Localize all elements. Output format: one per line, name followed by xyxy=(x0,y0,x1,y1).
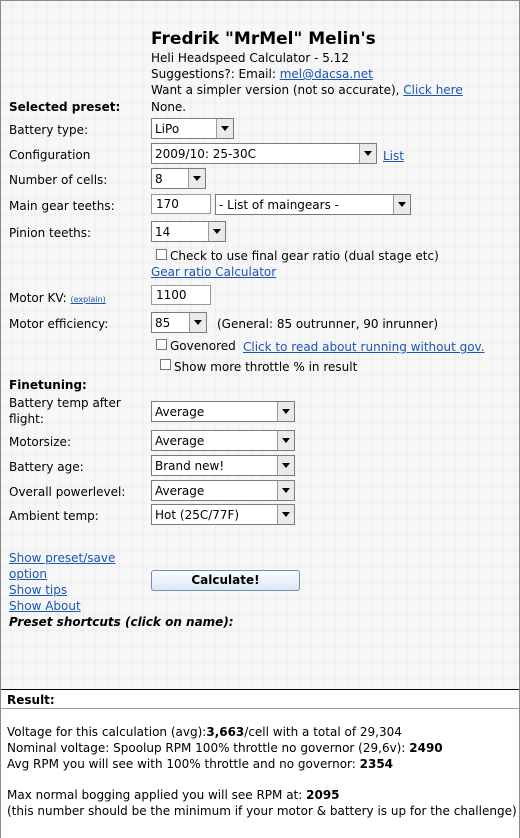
governored-checkbox[interactable] xyxy=(156,339,167,350)
powerlevel-select[interactable] xyxy=(151,480,295,501)
motor-efficiency-value: 85 xyxy=(155,316,171,330)
ambient-temp-value: Hot (25C/77F) xyxy=(155,508,240,522)
configuration-list-link[interactable]: List xyxy=(383,149,404,163)
preset-shortcuts-label: Preset shortcuts (click on name): xyxy=(9,615,234,629)
show-about-link[interactable]: Show About xyxy=(9,599,81,613)
kv-explain-link[interactable]: (explain) xyxy=(70,295,106,304)
selected-preset-label: Selected preset: xyxy=(9,100,121,114)
chevron-down-icon xyxy=(208,222,225,241)
chevron-down-icon xyxy=(277,402,294,421)
show-preset-link-line-2[interactable]: option xyxy=(9,567,47,581)
simpler-version-line xyxy=(151,83,463,97)
ambient-temp-select[interactable] xyxy=(151,504,295,525)
motorsize-label: Motorsize: xyxy=(9,435,71,449)
powerlevel-value: Average xyxy=(155,484,205,498)
configuration-select[interactable] xyxy=(151,143,377,164)
configuration-value: 2009/10: 25-30C xyxy=(155,147,256,161)
show-tips-link[interactable]: Show tips xyxy=(9,583,68,597)
simpler-version-text: Want a simpler version (not so accurate), xyxy=(151,83,400,97)
motor-efficiency-select[interactable] xyxy=(151,312,207,333)
main-gear-label: Main gear teeths: xyxy=(9,199,115,213)
battery-type-value: LiPo xyxy=(155,122,180,136)
voltage-cell-suffix: /cell with a total of 29,304 xyxy=(244,725,402,739)
finetuning-label: Finetuning: xyxy=(9,378,87,392)
ambient-temp-label: Ambient temp: xyxy=(9,509,99,523)
email-link[interactable]: mel@dacsa.net xyxy=(279,67,373,81)
chevron-down-icon xyxy=(393,195,410,214)
bogging-line xyxy=(7,788,340,802)
motor-kv-label: Motor KV: xyxy=(9,291,67,305)
main-gear-input[interactable] xyxy=(151,194,211,214)
page-title: Fredrik "MrMel" Melin's xyxy=(151,29,376,49)
motor-kv-label-group xyxy=(9,291,106,305)
battery-type-label: Battery type: xyxy=(9,123,89,137)
battery-temp-label-line-1: Battery temp after xyxy=(9,396,121,410)
chevron-down-icon xyxy=(277,431,294,450)
chevron-down-icon xyxy=(359,144,376,163)
final-ratio-label: Check to use final gear ratio (dual stage etc) xyxy=(170,249,439,263)
configuration-label: Configuration xyxy=(9,148,91,162)
bogging-note: (this number should be the minimum if your motor & battery is up for the challenge) xyxy=(7,804,517,818)
suggestions-label: Suggestions?: Email: xyxy=(151,67,276,81)
chevron-down-icon xyxy=(188,169,205,188)
suggestions-line xyxy=(151,67,373,81)
chevron-down-icon xyxy=(277,481,294,500)
page-subtitle: Heli Headspeed Calculator - 5.12 xyxy=(151,51,349,65)
motorsize-select[interactable] xyxy=(151,430,295,451)
chevron-down-icon xyxy=(277,456,294,475)
cells-select[interactable] xyxy=(151,168,206,189)
result-title-bar xyxy=(1,690,519,709)
cells-value: 8 xyxy=(155,172,163,186)
avg-rpm-value: 2354 xyxy=(359,757,394,771)
selected-preset-value: None. xyxy=(151,100,187,114)
final-ratio-checkbox[interactable] xyxy=(156,249,167,260)
governor-info-link[interactable]: Click to read about running without gov. xyxy=(243,340,485,354)
battery-temp-value: Average xyxy=(155,405,205,419)
nominal-line xyxy=(7,741,443,755)
pinion-select[interactable] xyxy=(151,221,226,242)
result-title: Result: xyxy=(7,693,55,707)
bogging-text: Max normal bogging applied you will see RPM at: xyxy=(7,788,303,802)
battery-age-select[interactable] xyxy=(151,455,295,476)
motor-efficiency-label: Motor efficiency: xyxy=(9,317,109,331)
result-panel xyxy=(1,689,519,838)
battery-temp-select[interactable] xyxy=(151,401,295,422)
show-preset-link-line-1[interactable]: Show preset/save xyxy=(9,551,116,565)
powerlevel-label: Overall powerlevel: xyxy=(9,485,126,499)
battery-type-select[interactable] xyxy=(151,118,234,139)
nominal-rpm-value: 2490 xyxy=(409,741,443,755)
battery-age-label: Battery age: xyxy=(9,460,84,474)
pinion-value: 14 xyxy=(155,225,171,239)
governored-label: Govenored xyxy=(170,339,236,353)
voltage-cell-value: 3,663 xyxy=(206,725,245,739)
simpler-version-link[interactable]: Click here xyxy=(403,83,463,97)
maingears-list-value: - List of maingears - xyxy=(219,198,339,212)
cells-label: Number of cells: xyxy=(9,173,108,187)
battery-age-value: Brand new! xyxy=(155,459,225,473)
show-throttle-checkbox[interactable] xyxy=(160,359,171,370)
nominal-text: Nominal voltage: Spoolup RPM 100% throttle no governor (29,6v): xyxy=(7,741,406,755)
avg-rpm-line xyxy=(7,757,393,771)
chevron-down-icon xyxy=(277,505,294,524)
bogging-rpm-value: 2095 xyxy=(306,788,340,802)
chevron-down-icon xyxy=(189,313,206,332)
calculate-button[interactable]: Calculate! xyxy=(151,570,300,591)
motor-kv-input[interactable] xyxy=(151,285,211,305)
motorsize-value: Average xyxy=(155,434,205,448)
maingears-list-select[interactable] xyxy=(215,194,411,215)
chevron-down-icon xyxy=(216,119,233,138)
gear-ratio-calculator-link[interactable]: Gear ratio Calculator xyxy=(151,265,277,279)
pinion-label: Pinion teeths: xyxy=(9,226,92,240)
battery-temp-label-line-2: flight: xyxy=(9,412,44,426)
show-throttle-label: Show more throttle % in result xyxy=(174,360,358,374)
voltage-text: Voltage for this calculation (avg): xyxy=(7,725,207,739)
motor-efficiency-note: (General: 85 outrunner, 90 inrunner) xyxy=(217,317,439,331)
voltage-line xyxy=(7,725,402,739)
avg-rpm-text: Avg RPM you will see with 100% throttle and no governor: xyxy=(7,757,356,771)
